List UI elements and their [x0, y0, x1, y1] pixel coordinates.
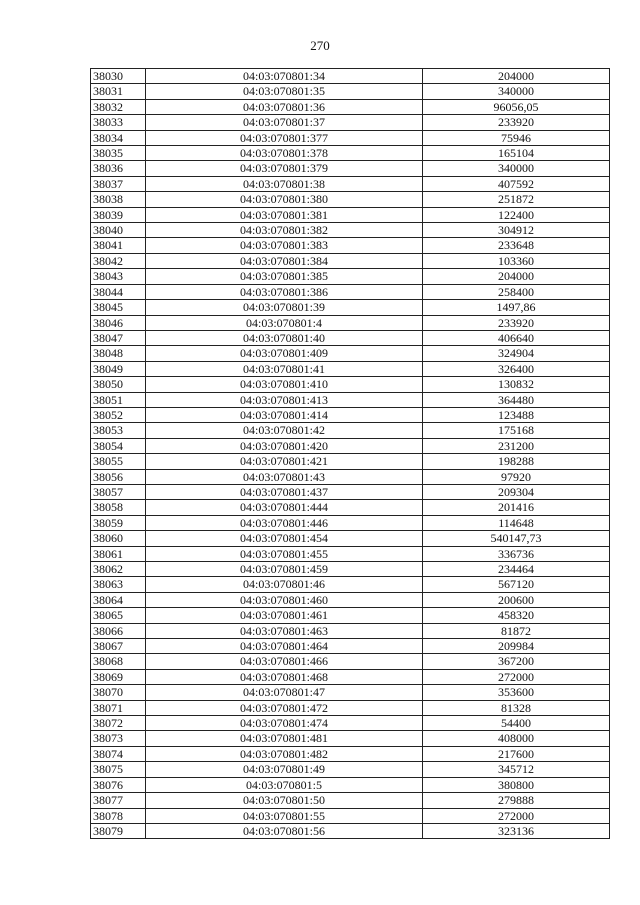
- row-number-cell: 38031: [91, 84, 146, 99]
- value-cell: 209984: [423, 639, 610, 654]
- value-cell: 272000: [423, 669, 610, 684]
- row-number-cell: 38053: [91, 423, 146, 438]
- row-number-cell: 38074: [91, 746, 146, 761]
- cadastral-number-cell: 04:03:070801:384: [146, 253, 423, 268]
- value-cell: 406640: [423, 330, 610, 345]
- cadastral-number-cell: 04:03:070801:383: [146, 238, 423, 253]
- row-number-cell: 38033: [91, 115, 146, 130]
- cadastral-number-cell: 04:03:070801:386: [146, 284, 423, 299]
- table-row: [91, 592, 610, 607]
- value-cell: 1497,86: [423, 300, 610, 315]
- cadastral-number-cell: 04:03:070801:466: [146, 654, 423, 669]
- cadastral-number-cell: 04:03:070801:482: [146, 746, 423, 761]
- table-row: [91, 746, 610, 761]
- value-cell: 336736: [423, 546, 610, 561]
- value-cell: 326400: [423, 361, 610, 376]
- value-cell: 200600: [423, 592, 610, 607]
- row-number-cell: 38073: [91, 731, 146, 746]
- value-cell: 97920: [423, 469, 610, 484]
- value-cell: 233648: [423, 238, 610, 253]
- row-number-cell: 38037: [91, 176, 146, 191]
- row-number-cell: 38040: [91, 223, 146, 238]
- table-row: [91, 69, 610, 84]
- cadastral-number-cell: 04:03:070801:481: [146, 731, 423, 746]
- table-row: [91, 639, 610, 654]
- row-number-cell: 38075: [91, 762, 146, 777]
- page-number: 270: [310, 38, 330, 53]
- row-number-cell: 38078: [91, 808, 146, 823]
- cadastral-number-cell: 04:03:070801:378: [146, 146, 423, 161]
- table-row: [91, 823, 610, 838]
- row-number-cell: 38057: [91, 484, 146, 499]
- table-row: [91, 146, 610, 161]
- value-cell: 364480: [423, 392, 610, 407]
- table-row: [91, 407, 610, 422]
- table-row: [91, 330, 610, 345]
- table-row: [91, 685, 610, 700]
- cadastral-number-cell: 04:03:070801:37: [146, 115, 423, 130]
- row-number-cell: 38036: [91, 161, 146, 176]
- value-cell: 123488: [423, 407, 610, 422]
- cadastral-number-cell: 04:03:070801:382: [146, 223, 423, 238]
- value-cell: 272000: [423, 808, 610, 823]
- table-row: [91, 608, 610, 623]
- cadastral-number-cell: 04:03:070801:40: [146, 330, 423, 345]
- cadastral-number-cell: 04:03:070801:380: [146, 192, 423, 207]
- table-row: [91, 623, 610, 638]
- value-cell: 96056,05: [423, 99, 610, 114]
- row-number-cell: 38066: [91, 623, 146, 638]
- cadastral-number-cell: 04:03:070801:455: [146, 546, 423, 561]
- row-number-cell: 38067: [91, 639, 146, 654]
- row-number-cell: 38034: [91, 130, 146, 145]
- table-row: [91, 777, 610, 792]
- table-row: [91, 392, 610, 407]
- table-row: [91, 546, 610, 561]
- table-row: [91, 238, 610, 253]
- row-number-cell: 38061: [91, 546, 146, 561]
- row-number-cell: 38077: [91, 793, 146, 808]
- row-number-cell: 38030: [91, 69, 146, 84]
- table-row: [91, 762, 610, 777]
- cadastral-number-cell: 04:03:070801:446: [146, 515, 423, 530]
- row-number-cell: 38049: [91, 361, 146, 376]
- value-cell: 103360: [423, 253, 610, 268]
- value-cell: 323136: [423, 823, 610, 838]
- value-cell: 130832: [423, 377, 610, 392]
- cadastral-number-cell: 04:03:070801:4: [146, 315, 423, 330]
- table-row: [91, 562, 610, 577]
- value-cell: 204000: [423, 269, 610, 284]
- row-number-cell: 38042: [91, 253, 146, 268]
- cadastral-number-cell: 04:03:070801:39: [146, 300, 423, 315]
- value-cell: 540147,73: [423, 531, 610, 546]
- table-row: [91, 361, 610, 376]
- value-cell: 233920: [423, 315, 610, 330]
- cadastral-number-cell: 04:03:070801:41: [146, 361, 423, 376]
- table-row: [91, 346, 610, 361]
- registry-table-body: [91, 69, 610, 839]
- row-number-cell: 38058: [91, 500, 146, 515]
- table-row: [91, 84, 610, 99]
- table-row: [91, 577, 610, 592]
- row-number-cell: 38032: [91, 99, 146, 114]
- cadastral-number-cell: 04:03:070801:420: [146, 438, 423, 453]
- table-row: [91, 269, 610, 284]
- row-number-cell: 38069: [91, 669, 146, 684]
- cadastral-number-cell: 04:03:070801:454: [146, 531, 423, 546]
- cadastral-number-cell: 04:03:070801:36: [146, 99, 423, 114]
- cadastral-number-cell: 04:03:070801:5: [146, 777, 423, 792]
- row-number-cell: 38063: [91, 577, 146, 592]
- value-cell: 304912: [423, 223, 610, 238]
- table-row: [91, 161, 610, 176]
- row-number-cell: 38052: [91, 407, 146, 422]
- cadastral-number-cell: 04:03:070801:444: [146, 500, 423, 515]
- cadastral-number-cell: 04:03:070801:413: [146, 392, 423, 407]
- table-row: [91, 454, 610, 469]
- table-row: [91, 115, 610, 130]
- row-number-cell: 38064: [91, 592, 146, 607]
- row-number-cell: 38044: [91, 284, 146, 299]
- row-number-cell: 38051: [91, 392, 146, 407]
- table-row: [91, 793, 610, 808]
- table-row: [91, 669, 610, 684]
- value-cell: 201416: [423, 500, 610, 515]
- value-cell: 340000: [423, 161, 610, 176]
- cadastral-number-cell: 04:03:070801:474: [146, 716, 423, 731]
- cadastral-number-cell: 04:03:070801:38: [146, 176, 423, 191]
- cadastral-number-cell: 04:03:070801:35: [146, 84, 423, 99]
- value-cell: 407592: [423, 176, 610, 191]
- table-row: [91, 469, 610, 484]
- cadastral-number-cell: 04:03:070801:459: [146, 562, 423, 577]
- cadastral-number-cell: 04:03:070801:421: [146, 454, 423, 469]
- cadastral-number-cell: 04:03:070801:410: [146, 377, 423, 392]
- table-row: [91, 99, 610, 114]
- table-row: [91, 176, 610, 191]
- value-cell: 251872: [423, 192, 610, 207]
- table-row: [91, 192, 610, 207]
- table-row: [91, 423, 610, 438]
- table-row: [91, 716, 610, 731]
- cadastral-number-cell: 04:03:070801:464: [146, 639, 423, 654]
- cadastral-number-cell: 04:03:070801:409: [146, 346, 423, 361]
- value-cell: 353600: [423, 685, 610, 700]
- row-number-cell: 38072: [91, 716, 146, 731]
- row-number-cell: 38039: [91, 207, 146, 222]
- table-row: [91, 531, 610, 546]
- cadastral-number-cell: 04:03:070801:42: [146, 423, 423, 438]
- value-cell: 231200: [423, 438, 610, 453]
- cadastral-number-cell: 04:03:070801:437: [146, 484, 423, 499]
- row-number-cell: 38062: [91, 562, 146, 577]
- row-number-cell: 38055: [91, 454, 146, 469]
- cadastral-number-cell: 04:03:070801:55: [146, 808, 423, 823]
- row-number-cell: 38047: [91, 330, 146, 345]
- row-number-cell: 38060: [91, 531, 146, 546]
- value-cell: 217600: [423, 746, 610, 761]
- row-number-cell: 38076: [91, 777, 146, 792]
- value-cell: 380800: [423, 777, 610, 792]
- table-row: [91, 315, 610, 330]
- value-cell: 198288: [423, 454, 610, 469]
- row-number-cell: 38048: [91, 346, 146, 361]
- value-cell: 114648: [423, 515, 610, 530]
- row-number-cell: 38050: [91, 377, 146, 392]
- row-number-cell: 38054: [91, 438, 146, 453]
- value-cell: 367200: [423, 654, 610, 669]
- value-cell: 165104: [423, 146, 610, 161]
- table-row: [91, 130, 610, 145]
- table-row: [91, 284, 610, 299]
- value-cell: 204000: [423, 69, 610, 84]
- row-number-cell: 38038: [91, 192, 146, 207]
- table-row: [91, 515, 610, 530]
- cadastral-number-cell: 04:03:070801:50: [146, 793, 423, 808]
- value-cell: 258400: [423, 284, 610, 299]
- row-number-cell: 38035: [91, 146, 146, 161]
- table-row: [91, 700, 610, 715]
- row-number-cell: 38046: [91, 315, 146, 330]
- cadastral-number-cell: 04:03:070801:414: [146, 407, 423, 422]
- value-cell: 458320: [423, 608, 610, 623]
- table-row: [91, 300, 610, 315]
- row-number-cell: 38056: [91, 469, 146, 484]
- value-cell: 209304: [423, 484, 610, 499]
- cadastral-number-cell: 04:03:070801:468: [146, 669, 423, 684]
- cadastral-number-cell: 04:03:070801:381: [146, 207, 423, 222]
- row-number-cell: 38045: [91, 300, 146, 315]
- value-cell: 175168: [423, 423, 610, 438]
- value-cell: 75946: [423, 130, 610, 145]
- value-cell: 81872: [423, 623, 610, 638]
- value-cell: 279888: [423, 793, 610, 808]
- value-cell: 567120: [423, 577, 610, 592]
- cadastral-number-cell: 04:03:070801:463: [146, 623, 423, 638]
- cadastral-number-cell: 04:03:070801:461: [146, 608, 423, 623]
- row-number-cell: 38041: [91, 238, 146, 253]
- registry-table: [90, 68, 610, 839]
- table-row: [91, 484, 610, 499]
- row-number-cell: 38043: [91, 269, 146, 284]
- table-row: [91, 438, 610, 453]
- cadastral-number-cell: 04:03:070801:49: [146, 762, 423, 777]
- row-number-cell: 38079: [91, 823, 146, 838]
- row-number-cell: 38070: [91, 685, 146, 700]
- table-row: [91, 207, 610, 222]
- cadastral-number-cell: 04:03:070801:385: [146, 269, 423, 284]
- cadastral-number-cell: 04:03:070801:34: [146, 69, 423, 84]
- value-cell: 324904: [423, 346, 610, 361]
- table-row: [91, 253, 610, 268]
- table-row: [91, 377, 610, 392]
- value-cell: 54400: [423, 716, 610, 731]
- table-row: [91, 808, 610, 823]
- cadastral-number-cell: 04:03:070801:47: [146, 685, 423, 700]
- value-cell: 81328: [423, 700, 610, 715]
- table-row: [91, 500, 610, 515]
- value-cell: 345712: [423, 762, 610, 777]
- cadastral-number-cell: 04:03:070801:472: [146, 700, 423, 715]
- row-number-cell: 38065: [91, 608, 146, 623]
- value-cell: 233920: [423, 115, 610, 130]
- cadastral-number-cell: 04:03:070801:56: [146, 823, 423, 838]
- row-number-cell: 38068: [91, 654, 146, 669]
- row-number-cell: 38059: [91, 515, 146, 530]
- value-cell: 340000: [423, 84, 610, 99]
- cadastral-number-cell: 04:03:070801:460: [146, 592, 423, 607]
- cadastral-number-cell: 04:03:070801:46: [146, 577, 423, 592]
- cadastral-number-cell: 04:03:070801:43: [146, 469, 423, 484]
- table-row: [91, 223, 610, 238]
- table-row: [91, 654, 610, 669]
- cadastral-number-cell: 04:03:070801:379: [146, 161, 423, 176]
- row-number-cell: 38071: [91, 700, 146, 715]
- value-cell: 122400: [423, 207, 610, 222]
- table-row: [91, 731, 610, 746]
- cadastral-number-cell: 04:03:070801:377: [146, 130, 423, 145]
- value-cell: 408000: [423, 731, 610, 746]
- value-cell: 234464: [423, 562, 610, 577]
